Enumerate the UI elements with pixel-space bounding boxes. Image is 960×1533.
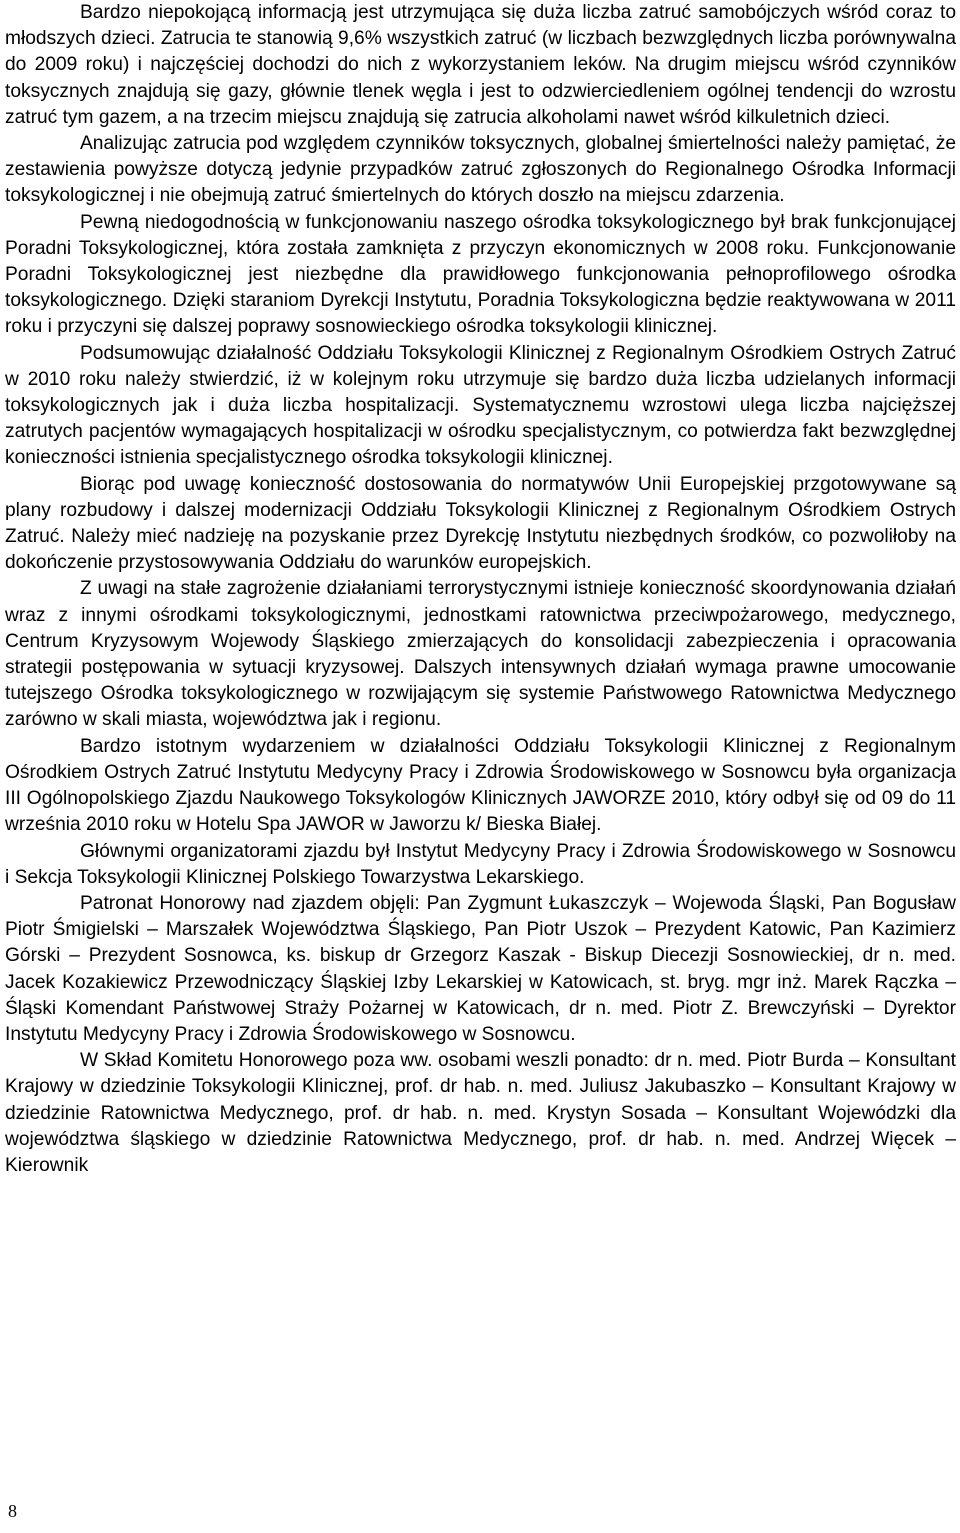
paragraph-toxicology-clinic: Pewną niedogodnością w funkcjonowaniu naszego ośrodka toksykologicznego był brak funkcjonującej Poradni Toksykologicznej, która została zamknięta z przyczyn ekonomicznych w 2008 roku. Funkcjonowanie Poradni Toksykologicznej jest niezbędne dla prawidłowego funkcjonowania pełnoprofilowego ośrodka toksykologicznego. Dzięki staraniom Dyrekcji Instytutu, Poradnia Toksykologiczna będzie reaktywowana w 2011 roku i przyczyni się dalszej poprawy sosnowieckiego ośrodka toksykologii klinicznej. — [5, 211, 956, 338]
paragraph-congress-event: Bardzo istotnym wydarzeniem w działalności Oddziału Toksykologii Klinicznej z Regionalnym Ośrodkiem Ostrych Zatruć Instytutu Medycyny Pracy i Zdrowia Środowiskowego w Sosnowcu była organizacja III Ogólnopolskiego Zjazdu Naukowego Toksykologów Klinicznych JAWORZE 2010, który odbył się od 09 do 11 września 2010 roku w Hotelu Spa JAWOR w Jaworzu k/ Bieska Białej. — [5, 735, 956, 836]
paragraph-summary: Podsumowując działalność Oddziału Toksykologii Klinicznej z Regionalnym Ośrodkiem Ostrych Zatruć w 2010 roku należy stwierdzić, iż w kolejnym roku utrzymuje się bardzo duża liczba udzielanych informacji toksykologicznych jak i duża liczba hospitalizacji. Systematycznemu wzrostowi ulega liczba najcięższej zatrutych pacjentów wymagających hospitalizacji w ośrodku specjalistycznym, co potwierdza fakt bezwzględnej konieczności istnienia specjalistycznego ośrodka toksykologii klinicznej. — [5, 342, 956, 469]
paragraph-eu-standards: Biorąc pod uwagę konieczność dostosowania do normatywów Unii Europejskiej przgotowywane są plany rozbudowy i dalszej modernizacji Oddziału Toksykologii Klinicznej z Regionalnym Ośrodkiem Ostrych Zatruć. Należy mieć nadzieję na pozyskanie przez Dyrekcję Instytutu niezbędnych środków, co pozwoliłoby na dokończenie przystosowywania Oddziału do warunków europejskich. — [5, 473, 956, 574]
paragraph-honorary-patronage: Patronat Honorowy nad zjazdem objęli: Pan Zygmunt Łukaszczyk – Wojewoda Śląski, Pan Bogusław Piotr Śmigielski – Marszałek Województwa Śląskiego, Pan Piotr Uszok – Prezydent Katowic, Pan Kazimierz Górski – Prezydent Sosnowca, ks. biskup dr Grzegorz Kaszak - Biskup Diecezji Sosnowieckiej, dr n. med. Jacek Kozakiewicz Przewodniczący Śląskiej Izby Lekarskiej w Katowicach, st. bryg. mgr inż. Marek Rączka – Śląski Komendant Państwowej Straży Pożarnej w Katowicach, dr n. med. Piotr Z. Brewczyński – Dyrektor Instytutu Medycyny Pracy i Zdrowia Środowiskowego w Sosnowcu. — [5, 892, 956, 1045]
paragraph-toxic-factors-analysis: Analizując zatrucia pod względem czynników toksycznych, globalnej śmiertelności należy pamiętać, że zestawienia powyższe dotyczą jedynie przypadków zatruć zgłoszonych do Regionalnego Ośrodka Informacji toksykologicznej i nie obejmują zatruć śmiertelnych do których doszło na miejscu zdarzenia. — [5, 133, 956, 207]
paragraph-congress-organizers: Głównymi organizatorami zjazdu był Instytut Medycyny Pracy i Zdrowia Środowiskowego w Sosnowcu i Sekcja Toksykologii Klinicznej Polskiego Towarzystwa Lekarskiego. — [5, 840, 956, 888]
document-body — [5, 0, 956, 1179]
page-number: 8 — [8, 1501, 17, 1521]
paragraph-suicidal-poisonings: Bardzo niepokojącą informacją jest utrzymująca się duża liczba zatruć samobójczych wśród coraz to młodszych dzieci. Zatrucia te stanowią 9,6% wszystkich zatruć (w liczbach bezwzględnych liczba porównywalna do 2009 roku) i najczęściej dochodzi do nich z wykorzystaniem leków. Na drugim miejscu wśród czynników toksycznych znajdują się gazy, głównie tlenek węgla i jest to odzwierciedleniem ogólnej tendencji do wzrostu zatruć tym gazem, a na trzecim miejscu znajdują się zatrucia alkoholami nawet wśród kilkuletnich dzieci. — [5, 2, 956, 128]
paragraph-terrorism-threat: Z uwagi na stałe zagrożenie działaniami terrorystycznymi istnieje konieczność skoordynowania działań wraz z innymi ośrodkami toksykologicznymi, jednostkami ratownictwa przeciwpożarowego, medycznego, Centrum Kryzysowym Wojewody Śląskiego zmierzających do konsolidacji zabezpieczenia i opracowania strategii postępowania w sytuacji kryzysowej. Dalszych intensywnych działań wymaga prawne umocowanie tutejszego Ośrodka toksykologicznego w rozwijającym się systemie Państwowego Ratownictwa Medycznego zarówno w skali miasta, województwa jak i regionu. — [5, 578, 956, 731]
paragraph-honorary-committee: W Skład Komitetu Honorowego poza ww. osobami weszli ponadto: dr n. med. Piotr Burda – Konsultant Krajowy w dziedzinie Toksykologii Klinicznej, prof. dr hab. n. med. Juliusz Jakubaszko – Konsultant Krajowy w dziedzinie Ratownictwa Medycznego, prof. dr hab. n. med. Krystyn Sosada – Konsultant Wojewódzki dla województwa śląskiego w dziedzinie Ratownictwa Medycznego, prof. dr hab. n. med. Andrzej Więcek – Kierownik — [5, 1050, 956, 1176]
